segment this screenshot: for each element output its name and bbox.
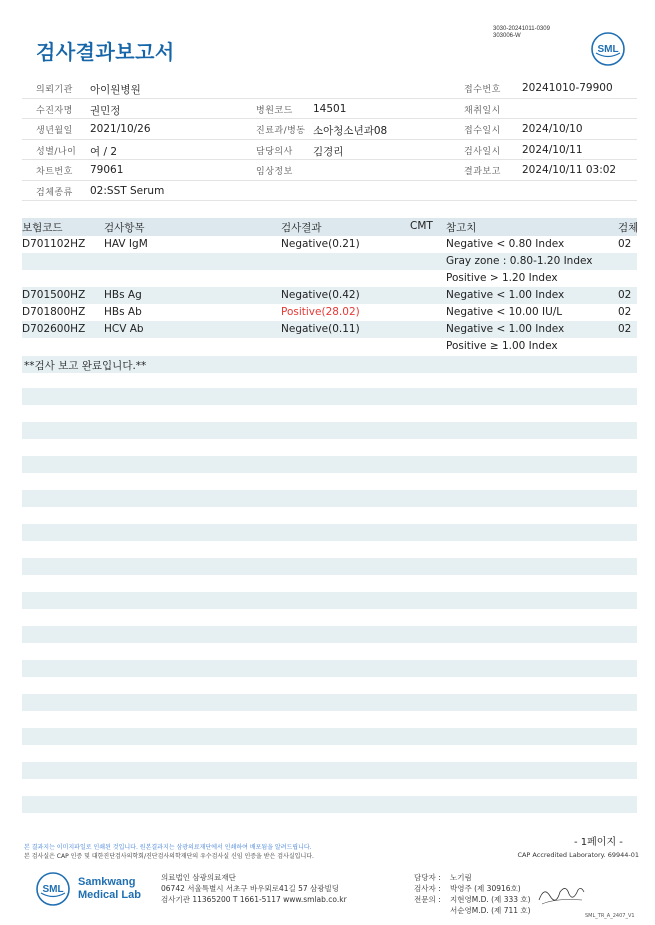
empty-row <box>22 490 637 507</box>
info-label: 진료과/병동 <box>256 126 306 136</box>
staff-label: 전문의 : <box>414 895 441 904</box>
brand-line-2: Medical Lab <box>78 889 141 901</box>
info-value: 79061 <box>90 164 124 176</box>
info-value: 아이원병원 <box>90 84 141 96</box>
header-specimen: 검체 <box>618 222 639 234</box>
staff-name: 서순영M.D. (제 711 호) <box>450 906 531 915</box>
empty-row <box>22 728 637 745</box>
info-value: 14501 <box>313 102 347 115</box>
info-row <box>22 99 637 120</box>
empty-row <box>22 524 637 541</box>
empty-row <box>22 592 637 609</box>
info-label: 수진자명 <box>36 105 73 116</box>
info-row <box>22 78 637 99</box>
info-value: 2021/10/26 <box>90 123 151 135</box>
completion-message: **검사 보고 완료입니다.** <box>24 360 147 372</box>
specimen-code: 02 <box>618 323 632 335</box>
print-notice: 본 결과지는 이미지파일로 인쇄된 것입니다. 원본결과지는 삼광의료재단에서 인쇄하여 배포됨을 알려드립니다. <box>24 844 312 851</box>
test-item: HCV Ab <box>104 323 144 335</box>
address-line-2: 06742 서울특별시 서초구 바우뫼로41길 57 삼광빌딩 <box>161 884 340 893</box>
info-value: 권민정 <box>90 104 121 117</box>
table-row <box>22 253 637 270</box>
reference-range: Negative < 0.80 Index <box>446 238 565 250</box>
reference-range: Positive > 1.20 Index <box>446 272 558 284</box>
table-row <box>22 338 637 355</box>
footer-brand <box>78 876 141 902</box>
empty-row <box>22 558 637 575</box>
info-label: 담당의사 <box>256 146 293 157</box>
header-result: 검사결과 <box>281 222 322 234</box>
empty-row <box>22 660 637 677</box>
header-cmt: CMT <box>410 220 433 232</box>
test-result: Positive(28.02) <box>281 306 360 318</box>
svg-text:SML: SML <box>42 884 64 895</box>
info-value: 2024/10/11 <box>522 143 583 156</box>
specimen-code: 02 <box>618 289 632 301</box>
info-value: 여 / 2 <box>90 145 118 158</box>
info-value: 20241010-79900 <box>522 82 613 94</box>
info-label: 임상정보 <box>256 167 293 177</box>
table-row <box>22 304 637 321</box>
empty-row <box>22 762 637 779</box>
info-row <box>22 140 637 161</box>
info-row <box>22 119 637 140</box>
staff-label: 검사자 : <box>414 884 441 893</box>
reference-range: Gray zone : 0.80-1.20 Index <box>446 255 593 267</box>
table-row <box>22 236 637 253</box>
header-insurance-code: 보험코드 <box>22 222 63 234</box>
sml-logo <box>591 32 625 66</box>
info-value: 2024/10/11 03:02 <box>522 164 617 176</box>
staff-name: 박영주 (제 30916호) <box>450 884 521 893</box>
empty-row <box>22 796 637 813</box>
page-title: 검사결과보고서 <box>36 40 175 64</box>
insurance-code: D701800HZ <box>22 306 86 318</box>
empty-report-rows <box>22 388 637 830</box>
footer-sml-logo <box>36 872 70 906</box>
info-row <box>22 181 637 202</box>
insurance-code: D702600HZ <box>22 323 86 335</box>
empty-row <box>22 388 637 405</box>
address-line-1: 의료법인 삼광의료재단 <box>161 873 236 882</box>
staff-name: 지현영M.D. (제 333 호) <box>450 895 531 904</box>
completion-row <box>22 356 637 373</box>
empty-row <box>22 626 637 643</box>
info-label: 병원코드 <box>256 105 293 116</box>
results-table-body <box>22 236 637 355</box>
test-item: HAV IgM <box>104 238 148 250</box>
page-number: - 1페이지 - <box>574 837 623 848</box>
table-row <box>22 270 637 287</box>
address-line-3: 검사기관 11365200 T 1661-5117 www.smlab.co.kr <box>161 895 347 904</box>
table-row <box>22 321 637 338</box>
insurance-code: D701500HZ <box>22 289 86 301</box>
lab-address <box>161 872 347 905</box>
reference-range: Positive ≥ 1.00 Index <box>446 340 558 352</box>
header-test-item: 검사항목 <box>104 222 145 234</box>
info-label: 채취일시 <box>464 105 501 116</box>
info-label: 검체종류 <box>36 187 73 198</box>
svg-text:SML: SML <box>597 44 619 55</box>
document-code-line-2: 303006-W <box>493 33 521 39</box>
patient-info <box>22 78 637 201</box>
test-item: HBs Ab <box>104 306 142 318</box>
reference-range: Negative < 10.00 IU/L <box>446 306 563 318</box>
info-label: 접수일시 <box>464 126 501 136</box>
info-value: 02:SST Serum <box>90 184 165 197</box>
document-code-line-1: 3030-20241011-0309 <box>493 26 550 32</box>
results-table-header <box>22 218 637 236</box>
reference-range: Negative < 1.00 Index <box>446 289 565 301</box>
signature-image <box>536 880 586 910</box>
table-row <box>22 287 637 304</box>
form-code: SML_TR_A_2407_V1 <box>585 913 635 919</box>
info-label: 생년월일 <box>36 126 73 136</box>
specimen-code: 02 <box>618 306 632 318</box>
info-value: 김경리 <box>313 145 344 158</box>
info-label: 성별/나이 <box>36 146 77 157</box>
staff-name: 노기림 <box>450 873 472 882</box>
test-item: HBs Ag <box>104 289 142 301</box>
info-row <box>22 160 637 181</box>
staff-label: 담당자 : <box>414 873 441 882</box>
info-label: 의뢰기관 <box>36 85 73 95</box>
specimen-code: 02 <box>618 238 632 250</box>
insurance-code: D701102HZ <box>22 238 86 250</box>
info-value: 2024/10/10 <box>522 123 583 135</box>
test-result: Negative(0.42) <box>281 289 360 301</box>
test-result: Negative(0.21) <box>281 238 360 250</box>
info-label: 결과보고 <box>464 167 501 177</box>
empty-row <box>22 694 637 711</box>
certification-notice: 본 검사실은 CAP 인증 및 대한진단검사의학회/진단검사의학재단의 우수검사실 신임 인증을 받은 검사실입니다. <box>24 853 314 860</box>
info-label: 접수번호 <box>464 85 501 95</box>
results-table <box>22 218 637 373</box>
test-result: Negative(0.11) <box>281 323 360 335</box>
info-label: 검사일시 <box>464 146 501 157</box>
brand-line-1: Samkwang <box>78 876 136 888</box>
reference-range: Negative < 1.00 Index <box>446 323 565 335</box>
info-value: 소아청소년과08 <box>313 125 388 137</box>
empty-row <box>22 422 637 439</box>
document-code <box>493 26 550 40</box>
cap-accreditation: CAP Accredited Laboratory. 69944-01 <box>517 851 639 859</box>
info-label: 차트번호 <box>36 167 73 177</box>
header-reference: 참고치 <box>446 222 477 234</box>
empty-row <box>22 456 637 473</box>
